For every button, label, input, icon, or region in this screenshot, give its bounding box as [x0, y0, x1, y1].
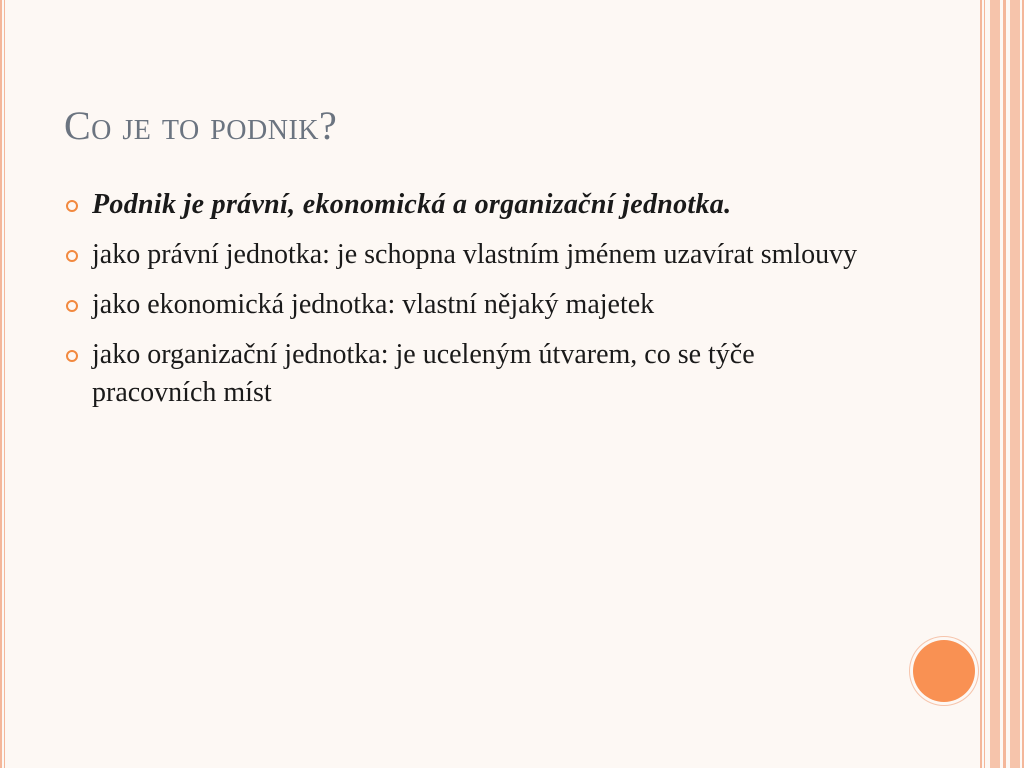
stripe — [1003, 0, 1006, 768]
bullet-item — [64, 336, 884, 412]
accent-circle-decoration — [913, 640, 975, 702]
bullet-ring-icon — [66, 350, 78, 362]
bullet-text: jako ekonomická jednotka: vlastní nějaký majetek — [92, 289, 655, 320]
bullet-ring-icon — [66, 250, 78, 262]
bullet-item — [64, 236, 884, 274]
bullet-item — [64, 186, 884, 224]
bullet-text: jako organizační jednotka: je uceleným útvarem, co se týče pracovních míst — [92, 339, 755, 408]
bullet-ring-icon — [66, 300, 78, 312]
stripe — [980, 0, 982, 768]
bullet-item — [64, 286, 884, 324]
bullet-text: jako právní jednotka: je schopna vlastním jménem uzavírat smlouvy — [92, 239, 858, 270]
right-stripes-decoration — [980, 0, 1024, 768]
bullet-ring-icon — [66, 200, 78, 212]
bullet-list — [64, 186, 884, 424]
slide-title: Co je to podnik? — [64, 103, 338, 148]
stripe — [990, 0, 1000, 768]
left-border-decoration — [0, 0, 6, 768]
stripe — [984, 0, 985, 768]
bullet-text: Podnik je právní, ekonomická a organizační jednotka. — [92, 189, 732, 220]
stripe — [1010, 0, 1020, 768]
